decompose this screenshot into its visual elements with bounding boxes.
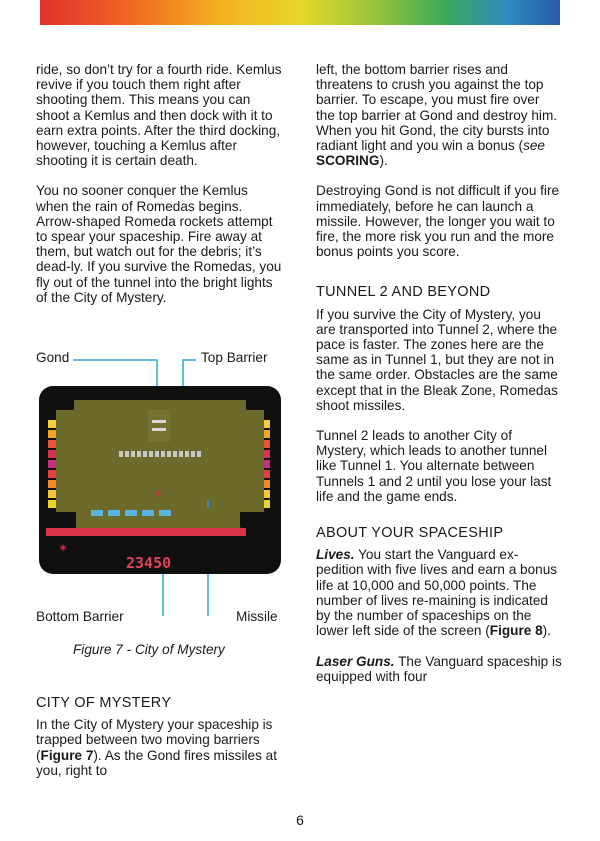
lives-lead: Lives. bbox=[316, 547, 355, 563]
paragraph-tunnel-alternate: Tunnel 2 leads to another City of Mystery, which leads to another tunnel like Tunnel 1. You alternate between Tunnels 1 and 2 until you lose your last life and the game ends. bbox=[316, 428, 552, 504]
lives-ship-icon: ✶ bbox=[58, 541, 69, 555]
figure-city-of-mystery bbox=[36, 350, 286, 670]
heading-about-spaceship: ABOUT YOUR SPACESHIP bbox=[316, 525, 504, 542]
paragraph-romedas: You no sooner conquer the Kemlus when the rain of Romedas begins. Arrow-shaped Romeda rockets attempt to spear your spaceship. Fire away at them, but watch out for the debris; it’s dead-ly. If you survive the Romedas, you fly out of the tunnel into the bright lights of the City of Mystery. bbox=[36, 183, 282, 305]
gond bbox=[148, 410, 170, 442]
score-display: 23450 bbox=[126, 554, 172, 572]
label-top-barrier: Top Barrier bbox=[201, 350, 268, 365]
missile bbox=[207, 500, 209, 508]
player-ship: ✶ bbox=[154, 489, 163, 500]
paragraph-city: In the City of Mystery your spaceship is trapped between two moving barriers (Figure 7). As the Gond fires missiles at you, right to bbox=[36, 717, 277, 778]
bottom-barrier bbox=[91, 510, 171, 516]
right-column bbox=[316, 62, 562, 699]
heading-city-of-mystery: CITY OF MYSTERY bbox=[36, 695, 172, 711]
heading-tunnel-2: TUNNEL 2 AND BEYOND bbox=[316, 284, 491, 301]
paragraph-kemlus: ride, so don’t try for a fourth ride. Kemlus revive if you touch them right after shooting them. This means you can shoot a Kemlus and then dock with it to earn extra points. After the third docking, however, touching a Kemlus after shooting it is certain death. bbox=[36, 62, 282, 169]
figure-8-reference: Figure 8 bbox=[489, 623, 543, 639]
label-bottom-barrier: Bottom Barrier bbox=[36, 609, 124, 624]
paragraph-tunnel-2: If you survive the City of Mystery, you are transported into Tunnel 2, where the pace is faster. The zones here are the same as in Tunnel 1, but they are not in the same order. Obstacles are the same except that in the Bleak Zone, Romedas shoot missiles. bbox=[316, 306, 558, 413]
figure-7-reference: Figure 7 bbox=[40, 747, 94, 763]
paragraph-bottom-barrier: left, the bottom barrier rises and threatens to crush you against the top barrier. To escape, you must fire over the top barrier at Gond and destroy him. When you hit Gond, the city bursts into radiant light and you win a bonus (see SCORING). bbox=[316, 62, 558, 169]
page-number: 6 bbox=[296, 812, 304, 828]
scoring-reference: SCORING bbox=[316, 153, 380, 169]
paragraph-lives: Lives. You start the Vanguard ex-pedition with five lives and earn a bonus life at 10,000 and 50,000 points. The number of lives re-maining is indicated by the number of spaceships on the lower left side of the screen (Figure 8). bbox=[316, 547, 558, 639]
left-column bbox=[36, 62, 282, 320]
left-column-bottom bbox=[36, 696, 282, 793]
rainbow-header-bar bbox=[40, 0, 560, 25]
figure-caption: Figure 7 - City of Mystery bbox=[73, 642, 225, 657]
red-floor-bar bbox=[46, 528, 246, 536]
paragraph-destroying-gond: Destroying Gond is not difficult if you fire immediately, before he can launch a missile. However, the longer you wait to fire, the more risk you run and the more bonus points you score. bbox=[316, 183, 560, 260]
label-missile: Missile bbox=[236, 609, 278, 624]
laser-guns-lead: Laser Guns. bbox=[316, 653, 395, 669]
paragraph-laser-guns: Laser Guns. The Vanguard spaceship is equipped with four bbox=[316, 653, 562, 684]
label-gond: Gond bbox=[36, 350, 70, 365]
